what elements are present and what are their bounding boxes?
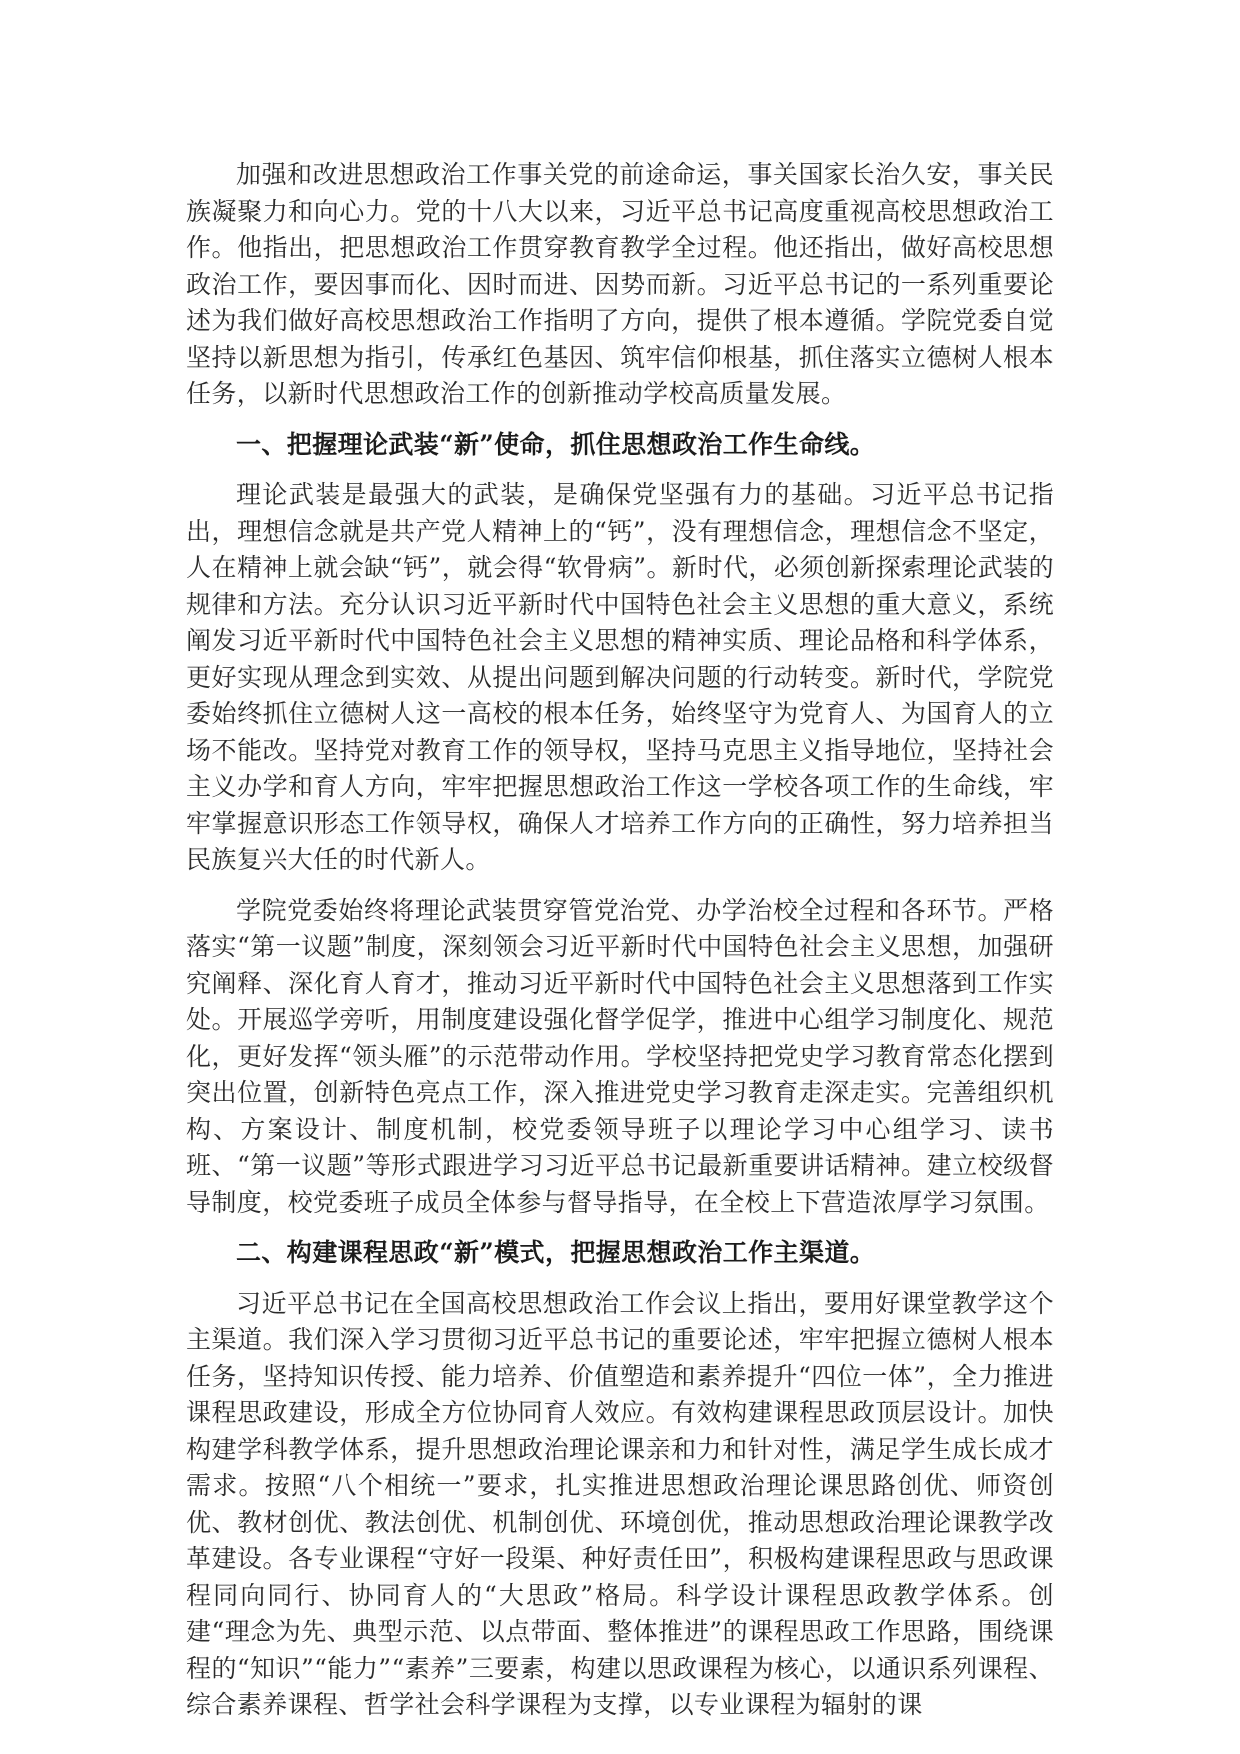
intro-paragraph: 加强和改进思想政治工作事关党的前途命运，事关国家长治久安，事关民族凝聚力和向心力。党的十八大以来，习近平总书记高度重视高校思想政治工作。他指出，把思想政治工作贯穿教育教学全过程。他还指出，做好高校思想政治工作，要因事而化、因时而进、因势而新。习近平总书记的一系列重要论述为我们做好高校思想政治工作指明了方向，提供了根本遵循。学院党委自觉坚持以新思想为指引，传承红色基因、筑牢信仰根基，抓住落实立德树人根本任务，以新时代思想政治工作的创新推动学校高质量发展。 — [186, 160, 1054, 408]
document-body — [186, 157, 1054, 1738]
section-1-paragraph-1: 理论武装是最强大的武装，是确保党坚强有力的基础。习近平总书记指出，理想信念就是共产党人精神上的“钙”，没有理想信念，理想信念不坚定，人在精神上就会缺“钙”，就会得“软骨病”。新时代，必须创新探索理论武装的规律和方法。充分认识习近平新时代中国特色社会主义思想的重大意义，系统阐发习近平新时代中国特色社会主义思想的精神实质、理论品格和科学体系，更好实现从理念到实效、从提出问题到解决问题的行动转变。新时代，学院党委始终抓住立德树人这一高校的根本任务，始终坚守为党育人、为国育人的立场不能改。坚持党对教育工作的领导权，坚持马克思主义指导地位，坚持社会主义办学和育人方向，牢牢把握思想政治工作这一学校各项工作的生命线，牢牢掌握意识形态工作领导权，确保人才培养工作方向的正确性，努力培养担当民族复兴大任的时代新人。 — [186, 480, 1054, 874]
section-1-paragraph-2: 学院党委始终将理论武装贯穿管党治党、办学治校全过程和各环节。严格落实“第一议题”制度，深刻领会习近平新时代中国特色社会主义思想，加强研究阐释、深化育人育才，推动习近平新时代中国特色社会主义思想落到工作实处。开展巡学旁听，用制度建设强化督学促学，推进中心组学习制度化、规范化，更好发挥“领头雁”的示范带动作用。学校坚持把党史学习教育常态化摆到突出位置，创新特色亮点工作，深入推进党史学习教育走深走实。完善组织机构、方案设计、制度机制，校党委领导班子以理论学习中心组学习、读书班、“第一议题”等形式跟进学习习近平总书记最新重要讲话精神。建立校级督导制度，校党委班子成员全体参与督导指导，在全校上下营造浓厚学习氛围。 — [186, 895, 1054, 1217]
section-1-heading: 一、把握理论武装“新”使命，抓住思想政治工作生命线。 — [236, 429, 876, 459]
section-2-heading: 二、构建课程思政“新”模式，把握思想政治工作主渠道。 — [236, 1238, 876, 1267]
section-2-paragraph-1: 习近平总书记在全国高校思想政治工作会议上指出，要用好课堂教学这个主渠道。我们深入学习贯彻习近平总书记的重要论述，牢牢把握立德树人根本任务，坚持知识传授、能力培养、价值塑造和素养提升“四位一体”，全力推进课程思政建设，形成全方位协同育人效应。有效构建课程思政顶层设计。加快构建学科教学体系，提升思想政治理论课亲和力和针对性，满足学生成长成才需求。按照“八个相统一”要求，扎实推进思想政治理论课思路创优、师资创优、教材创优、教法创优、机制创优、环境创优，推动思想政治理论课教学改革建设。各专业课程“守好一段渠、种好责任田”，积极构建课程思政与思政课程同向同行、协同育人的“大思政”格局。科学设计课程思政教学体系。创建“理念为先、典型示范、以点带面、整体推进”的课程思政工作思路，围绕课程的“知识”“能力”“素养”三要素，构建以思政课程为核心，以通识系列课程、综合素养课程、哲学社会科学课程为支撑，以专业课程为辐射的课 — [186, 1288, 1054, 1719]
